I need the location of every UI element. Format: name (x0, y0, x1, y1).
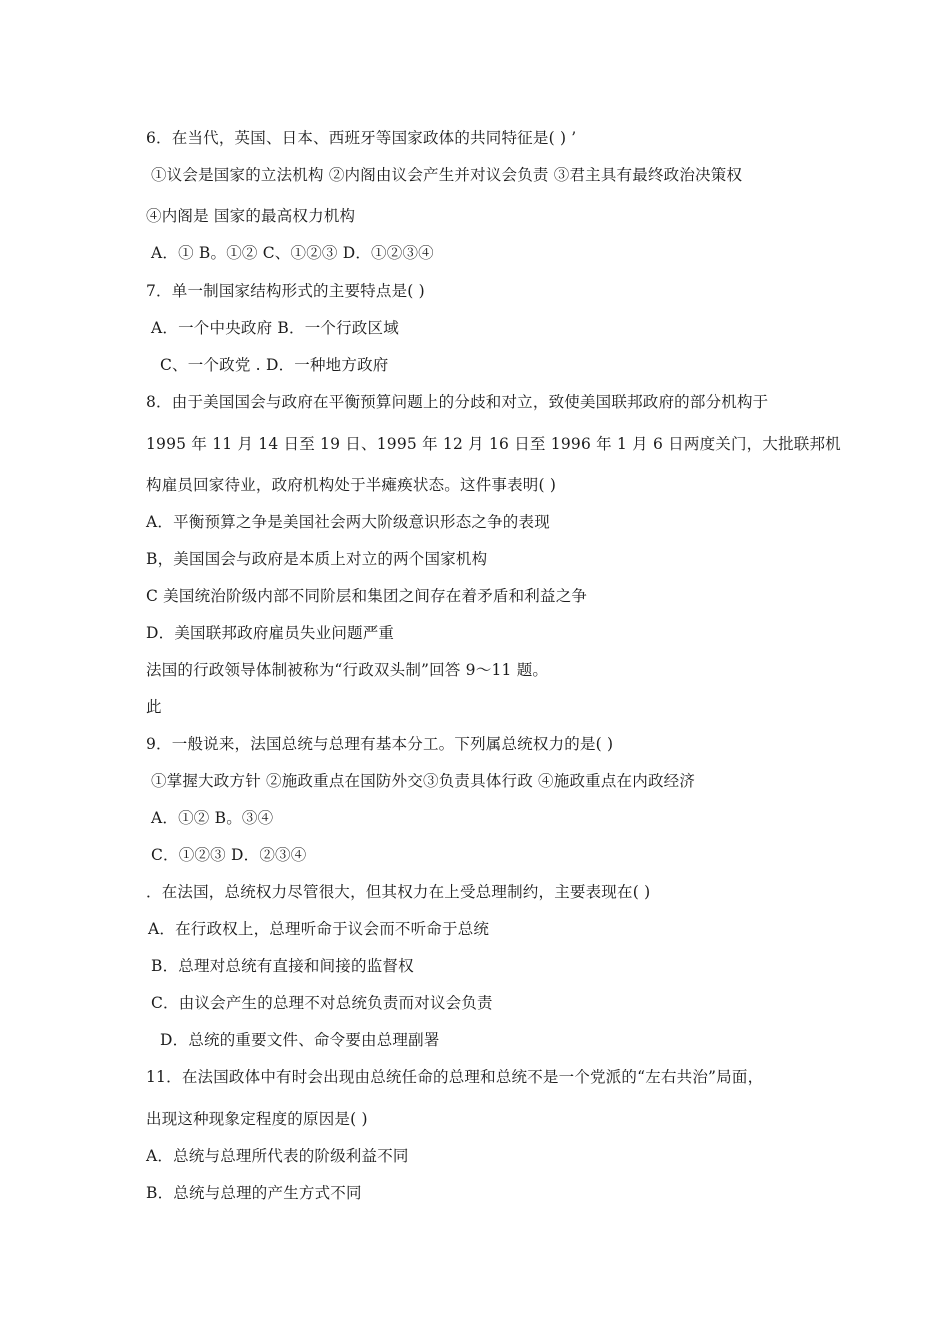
question-10-option-a: A．在行政权上，总理听命于议会而不听命于总统 (148, 920, 490, 938)
question-7-options-cd: C、一个政党 . D．一种地方政府 (160, 356, 389, 374)
question-10-stem: ．在法国，总统权力尽管很大，但其权力在上受总理制约，主要表现在( ) (146, 883, 651, 901)
stray-character: 此 (146, 698, 162, 716)
question-10-option-b: B．总理对总统有直接和间接的监督权 (151, 957, 414, 975)
question-8-stem-3: 构雇员回家待业，政府机构处于半瘫痪状态。这件事表明( ) (146, 476, 557, 494)
question-7-options-ab: A．一个中央政府 B．一个行政区域 (151, 319, 399, 337)
question-8-option-d: D．美国联邦政府雇员失业问题严重 (146, 624, 395, 642)
question-11-stem-1: 11．在法国政体中有时会出现由总统任命的总理和总统不是一个党派的“左右共治”局面， (146, 1068, 764, 1086)
question-8-stem-1: 8．由于美国国会与政府在平衡预算问题上的分歧和对立，致使美国联邦政府的部分机构于 (146, 393, 769, 411)
question-6-statements-2: ④内阁是 国家的最高权力机构 (146, 207, 356, 225)
question-9-options-cd: C．①②③ D．②③④ (151, 846, 307, 864)
question-9-stem: 9．一般说来，法国总统与总理有基本分工。下列属总统权力的是( ) (146, 735, 614, 753)
question-8-option-b: B，美国国会与政府是本质上对立的两个国家机构 (146, 550, 488, 568)
question-11-option-b: B．总统与总理的产生方式不同 (146, 1184, 362, 1202)
question-6-stem: 6．在当代，英国、日本、西班牙等国家政体的共同特征是( ) ’ (146, 129, 577, 147)
question-11-stem-2: 出现这种现象定程度的原因是( ) (146, 1110, 368, 1128)
question-6-options: A．① B。①② C、①②③ D．①②③④ (151, 244, 434, 262)
question-9-options-ab: A．①② B。③④ (151, 809, 274, 827)
question-8-stem-2: 1995 年 11 月 14 日至 19 日、1995 年 12 月 16 日至 1996 年 1 月 6 日两度关门，大批联邦机 (146, 435, 841, 453)
question-8-option-c: C 美国统治阶级内部不同阶层和集团之间存在着矛盾和利益之争 (146, 587, 588, 605)
question-10-option-d: D．总统的重要文件、命令要由总理副署 (160, 1031, 440, 1049)
question-6-statements-1: ①议会是国家的立法机构 ②内阁由议会产生并对议会负责 ③君主具有最终政治决策权 (151, 166, 743, 184)
section-intro: 法国的行政领导体制被称为“行政双头制”回答 9～11 题。 (146, 661, 549, 679)
question-11-option-a: A．总统与总理所代表的阶级利益不同 (146, 1147, 409, 1165)
question-8-option-a: A．平衡预算之争是美国社会两大阶级意识形态之争的表现 (146, 513, 550, 531)
question-9-statements: ①掌握大政方针 ②施政重点在国防外交③负责具体行政 ④施政重点在内政经济 (151, 772, 696, 790)
question-10-option-c: C．由议会产生的总理不对总统负责而对议会负责 (151, 994, 493, 1012)
question-7-stem: 7．单一制国家结构形式的主要特点是( ) (146, 282, 425, 300)
